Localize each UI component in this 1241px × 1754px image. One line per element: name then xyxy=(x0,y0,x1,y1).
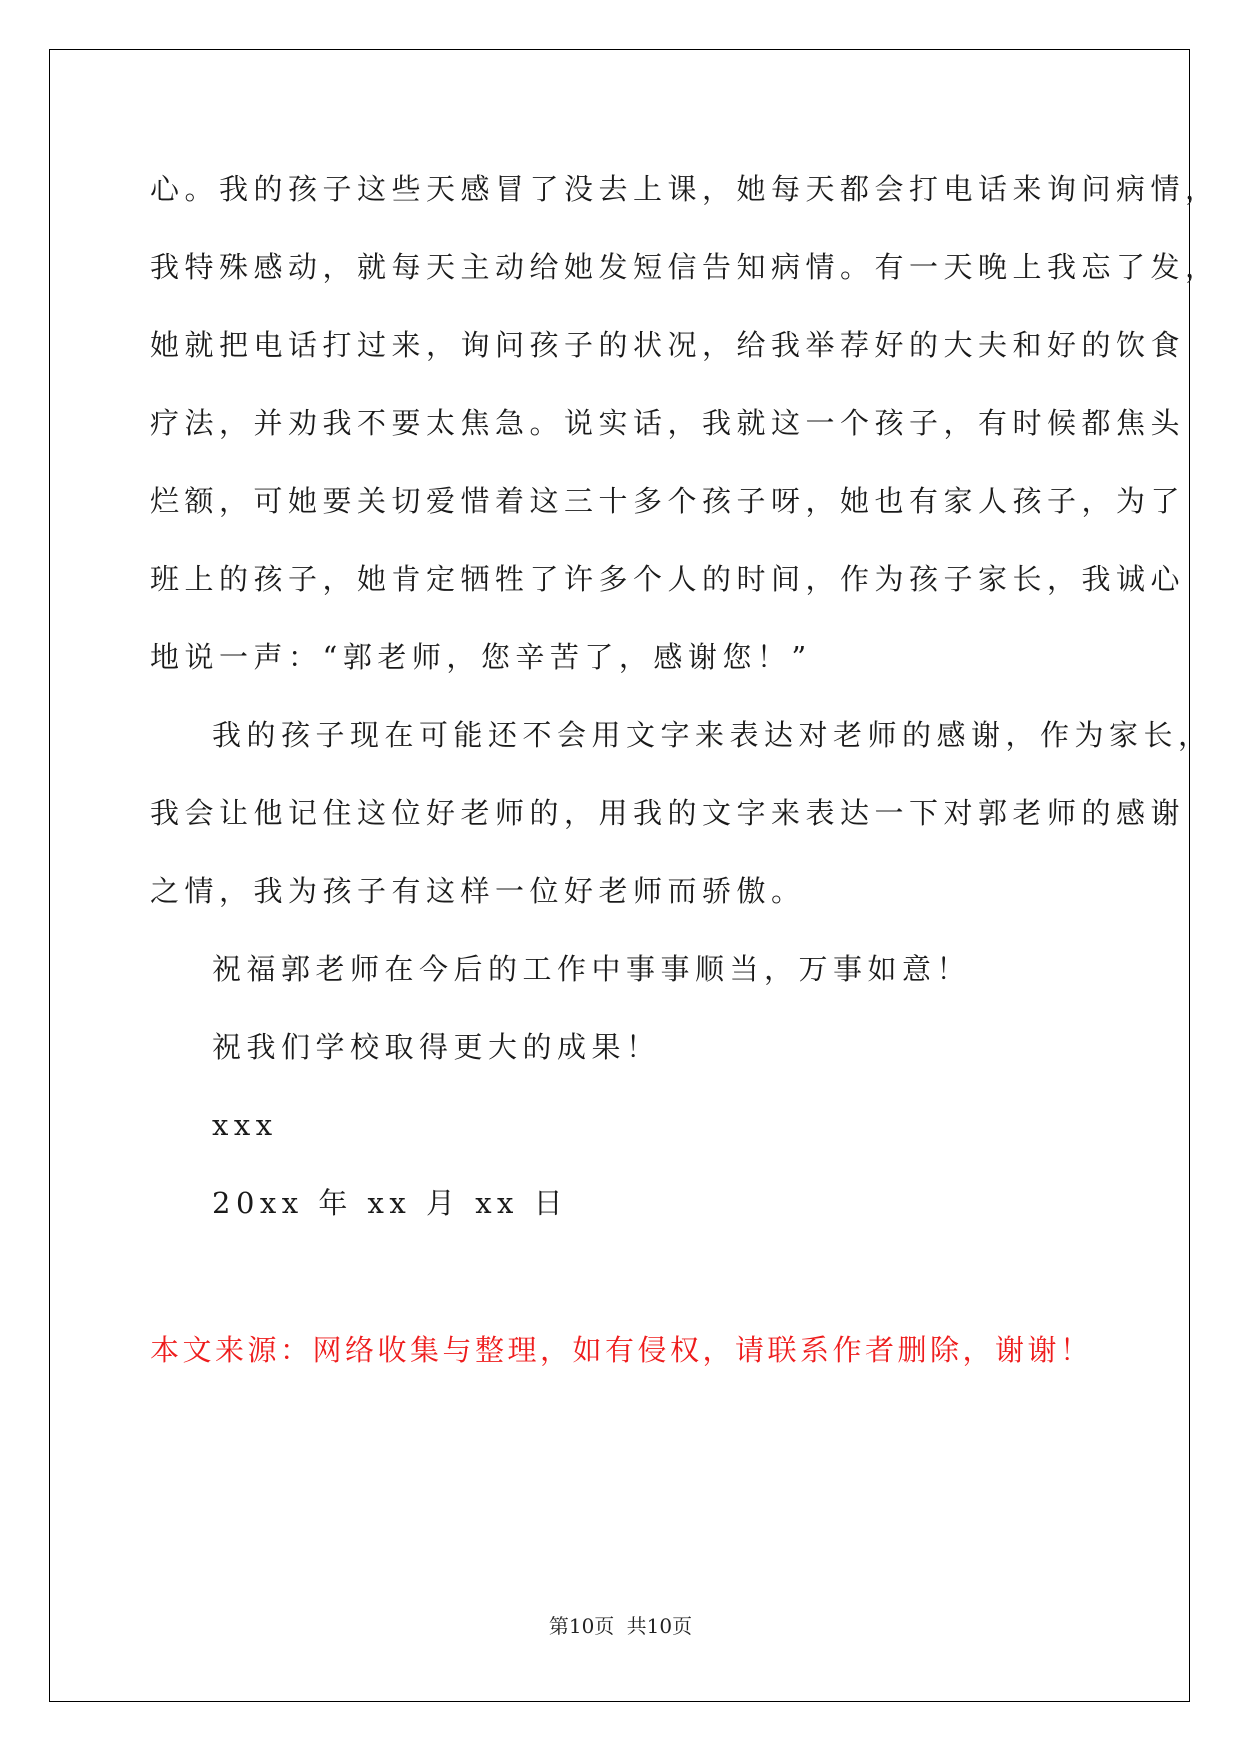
body-line-10: 之情，我为孩子有这样一位好老师而骄傲。 xyxy=(150,874,806,908)
body-line-8: 我的孩子现在可能还不会用文字来表达对老师的感谢，作为家长， xyxy=(212,718,1213,752)
body-line-1: 心。我的孩子这些天感冒了没去上课，她每天都会打电话来询问病情， xyxy=(150,172,1220,206)
body-line-4: 疗法，并劝我不要太焦急。说实话，我就这一个孩子，有时候都焦头 xyxy=(150,406,1186,440)
page-footer xyxy=(0,1613,1241,1639)
date-line: 20xx 年 xx 月 xx 日 xyxy=(212,1186,569,1220)
signature-line: xxx xyxy=(212,1108,278,1142)
body-line-5: 烂额，可她要关切爱惜着这三十多个孩子呀，她也有家人孩子，为了 xyxy=(150,484,1186,518)
source-note: 本文来源：网络收集与整理，如有侵权，请联系作者删除，谢谢！ xyxy=(150,1333,1093,1367)
closing-wish-line: 祝福郭老师在今后的工作中事事顺当，万事如意！ xyxy=(212,952,972,986)
body-line-3: 她就把电话打过来，询问孩子的状况，给我举荐好的大夫和好的饮食 xyxy=(150,328,1186,362)
body-line-9: 我会让他记住这位好老师的，用我的文字来表达一下对郭老师的感谢 xyxy=(150,796,1186,830)
body-line-2: 我特殊感动，就每天主动给她发短信告知病情。有一天晚上我忘了发， xyxy=(150,250,1220,284)
body-line-7: 地说一声：“郭老师，您辛苦了，感谢您！” xyxy=(150,640,812,674)
school-wish-line: 祝我们学校取得更大的成果！ xyxy=(212,1030,661,1064)
page-number-current: 第10页 xyxy=(548,1614,615,1638)
body-line-6: 班上的孩子，她肯定牺牲了许多个人的时间，作为孩子家长，我诚心 xyxy=(150,562,1186,596)
page-number-total: 共10页 xyxy=(626,1614,693,1638)
